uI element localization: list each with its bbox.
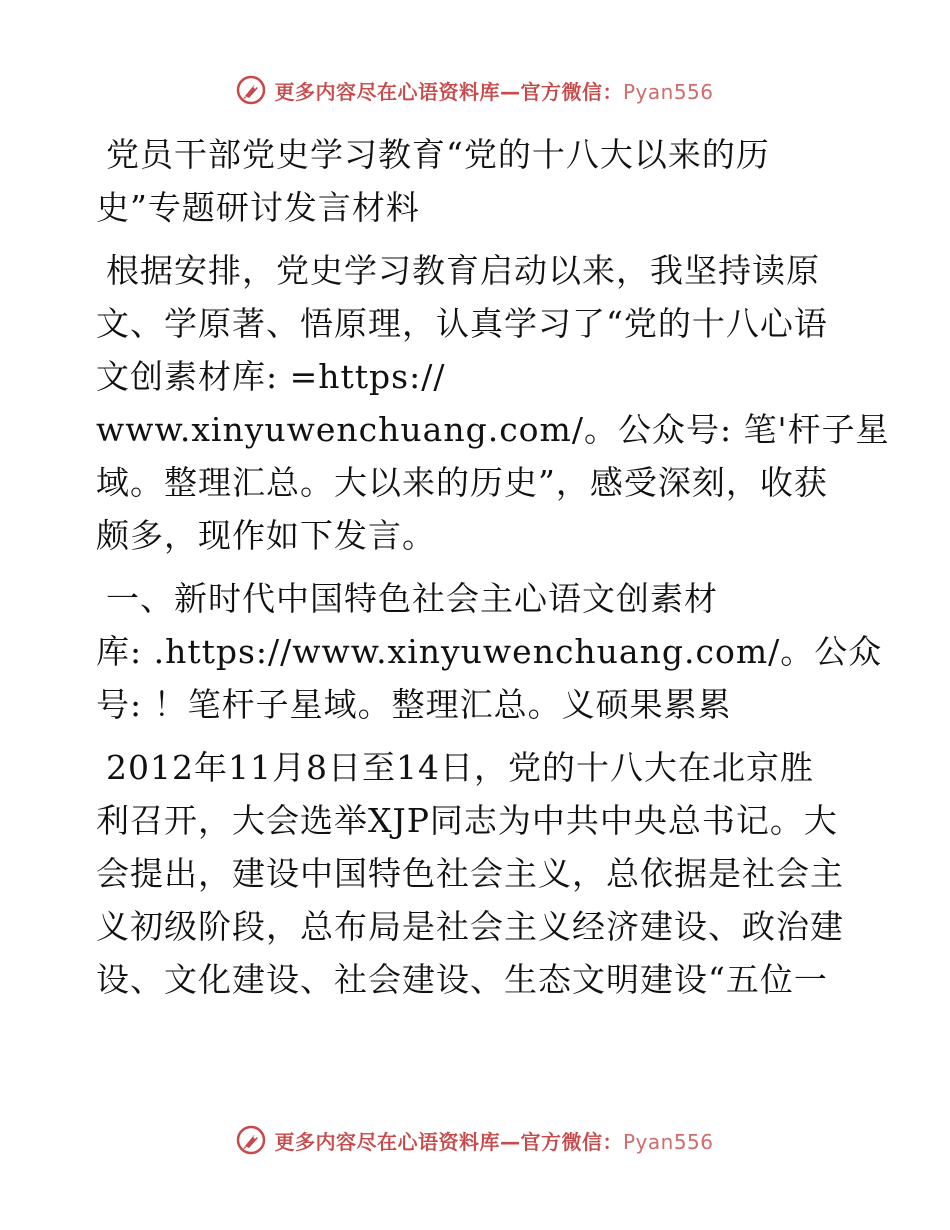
pen-nib-circle-icon <box>236 75 266 105</box>
paragraph-line: 根据安排，党史学习教育启动以来，我坚持读原 <box>106 251 820 290</box>
watermark-text <box>274 76 713 105</box>
paragraph-line: 文创素材库: =https:// <box>96 357 446 396</box>
paragraph-line: 利召开，大会选举XJP同志为中共中央总书记。大 <box>96 801 838 840</box>
paragraph-line: 义初级阶段，总布局是社会主义经济建设、政治建 <box>96 907 844 946</box>
watermark-text <box>274 1126 713 1155</box>
heading-line: 库: .https://www.xinyuwenchuang.com/。公众 <box>96 632 883 671</box>
section-heading-1 <box>96 572 883 731</box>
pen-nib-circle-icon <box>236 1125 266 1155</box>
header-watermark-banner <box>0 70 950 110</box>
watermark-wechat-id: Pyan556 <box>622 79 714 104</box>
paragraph-line: 设、文化建设、社会建设、生态文明建设“五位一 <box>96 960 828 999</box>
paragraph-party-congress <box>96 741 856 1006</box>
title-line: 党员干部党史学习教育“党的十八大以来的历 <box>106 135 770 174</box>
watermark-main-text: 更多内容尽在心语资料库—官方微信： <box>274 1129 623 1154</box>
paragraph-line: 文、学原著、悟原理，认真学习了“党的十八心语 <box>96 304 828 343</box>
paragraph-intro <box>96 244 890 562</box>
heading-line: 号: ！笔杆子星域。整理汇总。义硕果累累 <box>96 685 732 724</box>
watermark-main-text: 更多内容尽在心语资料库—官方微信： <box>274 79 623 104</box>
document-title <box>96 128 856 234</box>
document-body <box>96 128 890 1006</box>
watermark-wechat-id: Pyan556 <box>622 1129 714 1154</box>
heading-line: 一、新时代中国特色社会主心语文创素材 <box>106 579 718 618</box>
paragraph-line: www.xinyuwenchuang.com/。公众号: 笔'杆子星 <box>96 410 890 449</box>
paragraph-line: 域。整理汇总。大以来的历史”，感受深刻，收获 <box>96 463 828 502</box>
paragraph-line: 会提出，建设中国特色社会主义，总依据是社会主 <box>96 854 844 893</box>
paragraph-line: 2012年11月8日至14日，党的十八大在北京胜 <box>106 748 814 787</box>
title-line: 史”专题研讨发言材料 <box>96 188 420 227</box>
footer-watermark-banner <box>0 1120 950 1160</box>
paragraph-line: 颇多，现作如下发言。 <box>96 516 436 555</box>
